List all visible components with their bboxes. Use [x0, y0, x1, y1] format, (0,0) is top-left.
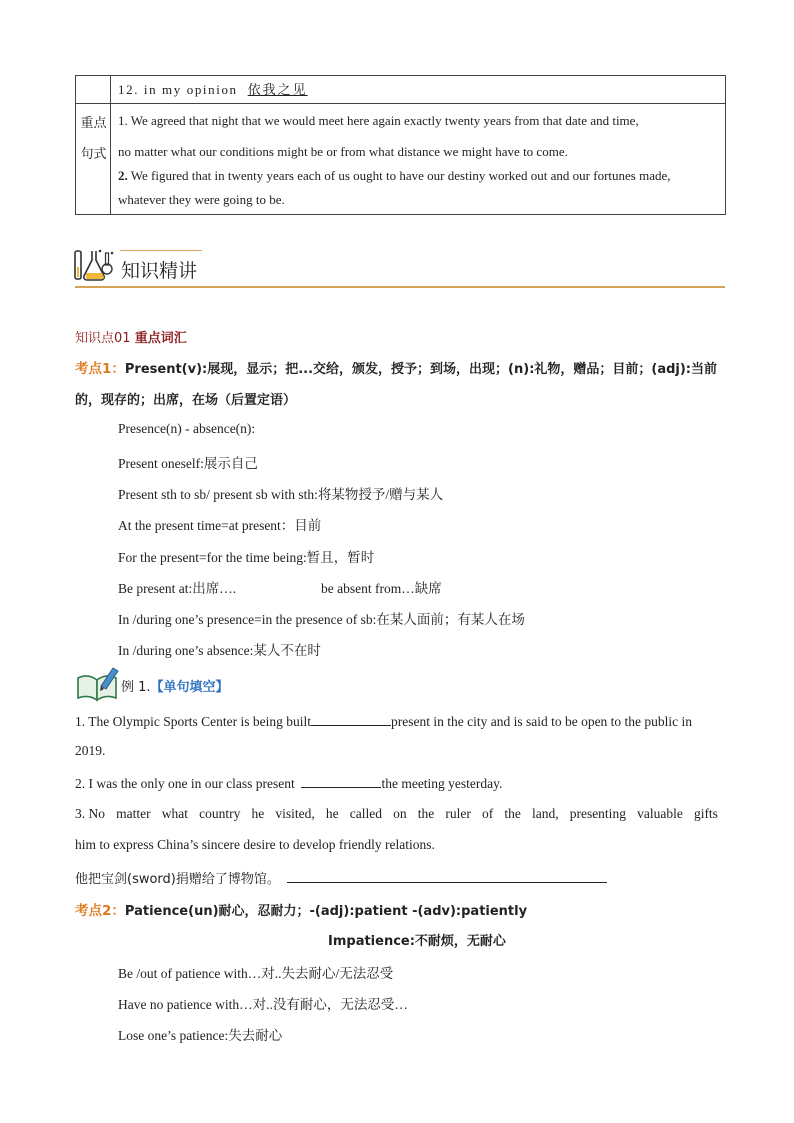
- example-heading: [121, 676, 229, 695]
- vocab-item: Be /out of patience with…对..失去耐心/无法忍受: [118, 966, 394, 981]
- sentence-2-number: 2.: [118, 168, 128, 183]
- kaodian1-line2: [75, 389, 296, 408]
- book-pencil-icon: [75, 664, 121, 702]
- q3-word: the: [504, 806, 521, 821]
- answer-blank-2[interactable]: [301, 774, 381, 788]
- q3-word: ruler: [445, 806, 471, 821]
- q3-word: what: [161, 806, 188, 821]
- kaodian2-line2: [328, 930, 506, 949]
- phrase-en: 12. in my opinion: [118, 82, 238, 97]
- q3-word: matter: [116, 806, 151, 821]
- example-type: 【单句填空】: [150, 680, 229, 695]
- section-rule: [75, 286, 725, 288]
- question-1-line1: [75, 712, 692, 730]
- key-phrases-table: [75, 75, 726, 215]
- q3-word: 3. No: [75, 806, 105, 821]
- q3-word: valuable: [637, 806, 683, 821]
- header-top-rule: [120, 250, 202, 251]
- q3-word: of: [481, 806, 494, 821]
- question-4-text: 他把宝剑(sword)捐赠给了博物馆。: [75, 872, 280, 887]
- vocab-item: Present sth to sb/ present sb with sth:将某物授予/赠与某人: [118, 487, 444, 502]
- section-title: 知识精讲: [121, 260, 198, 282]
- vocab-item: In /during one’s absence:某人不在时: [118, 643, 321, 658]
- vocab-item: At the present time=at present：目前: [118, 518, 322, 533]
- question-1-text-a: 1. The Olympic Sports Center is being built: [75, 714, 311, 729]
- q3-word: country: [199, 806, 241, 821]
- row-label-line2: 句式: [80, 147, 107, 162]
- kaodian1-definition: Present(v):展现，显示；把...交给，颁发，授予；到场，出现；(n):礼物，赠品；目前；(adj):当前: [124, 362, 718, 377]
- kaodian1-line1: [75, 357, 717, 377]
- vocab-item: For the present=for the time being:暂且，暂时: [118, 550, 375, 565]
- question-4: [75, 868, 607, 887]
- question-2: [75, 774, 502, 792]
- knowledge-point-title: 重点词汇: [134, 331, 187, 346]
- example-label: 例 1.: [121, 680, 151, 695]
- answer-blank-1[interactable]: [311, 712, 391, 726]
- table-divider-vertical: [110, 76, 111, 214]
- q3-word: visited,: [275, 806, 315, 821]
- table-divider-horizontal: [76, 103, 725, 104]
- sentence-1-line1: 1. We agreed that night that we would meet here again exactly twenty years from that date and time,: [118, 113, 639, 128]
- q3-word: on: [393, 806, 407, 821]
- phrase-row: [118, 79, 308, 98]
- vocab-item: Presence(n) - absence(n):: [118, 421, 256, 436]
- vocab-item: Lose one’s patience:失去耐心: [118, 1028, 283, 1043]
- answer-blank-4[interactable]: [287, 869, 607, 883]
- kaodian1-label: 考点1：: [75, 361, 125, 377]
- kaodian1-definition-cont: 的，现存的；出席，在场（后置定语）: [75, 393, 297, 408]
- q3-word: the: [417, 806, 435, 821]
- vocab-item: In /during one’s presence=in the presence of sb:在某人面前；有某人在场: [118, 612, 525, 627]
- question-3-line2: him to express China’s sincere desire to develop friendly relations.: [75, 837, 435, 852]
- question-1-line2: 2019.: [75, 743, 106, 758]
- sentence-2-line1: [118, 168, 671, 184]
- kaodian2-label: 考点2：: [75, 903, 125, 919]
- question-1-text-b: present in the city and is said to be open to the public in: [390, 714, 693, 729]
- question-2-text-a: 2. I was the only one in our class present: [75, 776, 295, 791]
- knowledge-point-prefix: 知识点01: [75, 331, 131, 346]
- question-2-text-b: the meeting yesterday.: [381, 776, 503, 791]
- q3-word: land,: [531, 806, 559, 821]
- vocab-item: Be present at:出席….: [118, 581, 237, 596]
- lab-flask-icon: [74, 247, 116, 283]
- vocab-item: Present oneself:展示自己: [118, 456, 258, 471]
- vocab-item: be absent from…缺席: [321, 581, 442, 596]
- sentence-2-line2: whatever they were going to be.: [118, 192, 285, 207]
- kaodian2-line1: [75, 899, 527, 919]
- q3-word: called: [349, 806, 382, 821]
- q3-word: presenting: [569, 806, 626, 821]
- sentence-2-text: We figured that in twenty years each of us ought to have our destiny worked out and our fortunes made,: [127, 168, 671, 183]
- row-label-line1: 重点: [80, 116, 107, 131]
- q3-word: he: [325, 806, 339, 821]
- q3-word: gifts: [693, 806, 718, 821]
- q3-word: he: [251, 806, 265, 821]
- vocab-item: Have no patience with…对..没有耐心，无法忍受…: [118, 997, 408, 1012]
- phrase-cn: 依我之见: [247, 82, 308, 97]
- knowledge-point-heading: [75, 327, 187, 346]
- kaodian2-definition: Patience(un)耐心，忍耐力；-(adj):patient -(adv):patiently: [124, 904, 528, 919]
- kaodian2-definition-cont: Impatience:不耐烦，无耐心: [328, 934, 506, 949]
- question-3-line1: [75, 806, 718, 822]
- sentence-1-line2: no matter what our conditions might be or from what distance we might have to come.: [118, 144, 568, 159]
